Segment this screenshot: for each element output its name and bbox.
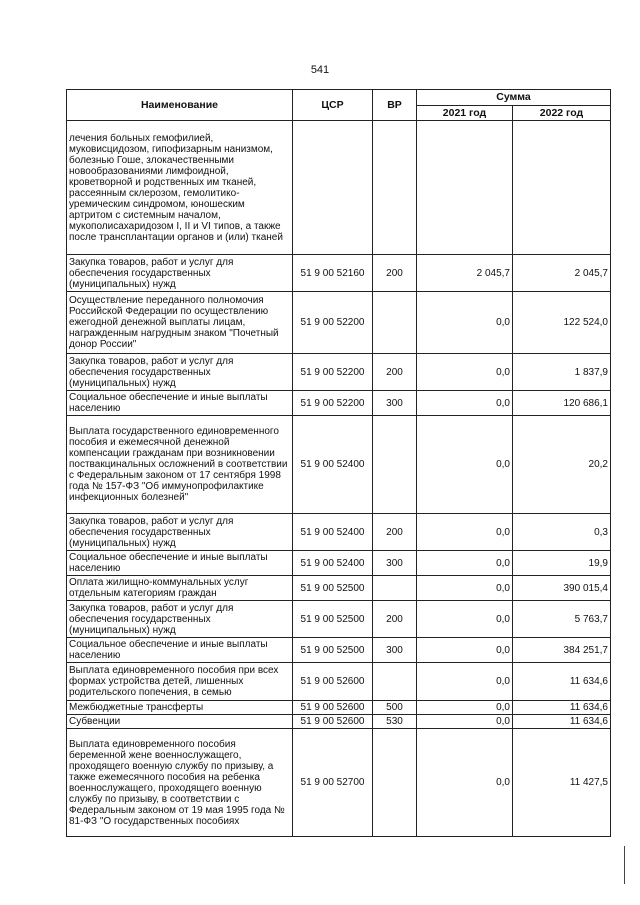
row-csr: 51 9 00 52500 (293, 601, 373, 638)
row-csr: 51 9 00 52400 (293, 416, 373, 514)
row-csr: 51 9 00 52600 (293, 701, 373, 715)
row-csr (293, 121, 373, 255)
row-2021: 0,0 (417, 576, 513, 601)
row-vr: 500 (373, 701, 417, 715)
table-row (67, 638, 611, 663)
table-row (67, 354, 611, 391)
row-2022: 384 251,7 (513, 638, 611, 663)
page-edge-line (624, 846, 625, 884)
row-2022: 20,2 (513, 416, 611, 514)
table-row (67, 416, 611, 514)
row-vr: 530 (373, 715, 417, 729)
row-name: Оплата жилищно-коммунальных услуг отдельным категориям граждан (67, 576, 293, 601)
header-csr: ЦСР (293, 90, 373, 121)
row-csr: 51 9 00 52200 (293, 391, 373, 416)
row-csr: 51 9 00 52160 (293, 255, 373, 292)
page-number: 541 (310, 64, 330, 76)
row-vr: 200 (373, 514, 417, 551)
table-row (67, 663, 611, 701)
row-2022: 5 763,7 (513, 601, 611, 638)
row-2022: 390 015,4 (513, 576, 611, 601)
row-2022 (513, 121, 611, 255)
row-name: Выплата единовременного пособия при всех формах устройства детей, лишенных родительского попечения, в семью (67, 663, 293, 701)
row-vr (373, 663, 417, 701)
row-vr: 200 (373, 354, 417, 391)
row-name: Закупка товаров, работ и услуг для обеспечения государственных (муниципальных) нужд (67, 255, 293, 292)
row-2021: 0,0 (417, 715, 513, 729)
row-csr: 51 9 00 52400 (293, 514, 373, 551)
row-csr: 51 9 00 52500 (293, 638, 373, 663)
row-2022: 11 427,5 (513, 729, 611, 837)
row-2022: 11 634,6 (513, 715, 611, 729)
row-2021: 0,0 (417, 416, 513, 514)
row-2021: 0,0 (417, 292, 513, 354)
header-vr: ВР (373, 90, 417, 121)
row-name: Закупка товаров, работ и услуг для обеспечения государственных (муниципальных) нужд (67, 514, 293, 551)
row-2022: 120 686,1 (513, 391, 611, 416)
row-name: Закупка товаров, работ и услуг для обеспечения государственных (муниципальных) нужд (67, 354, 293, 391)
table-row (67, 255, 611, 292)
row-csr: 51 9 00 52400 (293, 551, 373, 576)
row-name: Осуществление переданного полномочия Российской Федерации по осуществлению ежегодной денежной выплаты лицам, награжденным нагрудным знаком "Почетный донор России" (67, 292, 293, 354)
row-2021: 0,0 (417, 663, 513, 701)
row-2022: 19,9 (513, 551, 611, 576)
row-name: лечения больных гемофилией, муковисцидозом, гипофизарным нанизмом, болезнью Гоше, злокачественными новообразованиями лимфоидной, кроветворной и родственных им тканей, рассеянным склерозом, гемолитико-уремическим синдромом, юношеским артритом с системным началом, мукополисахаридозом I, II и VI типов, а также после трансплантации органов и (или) тканей (67, 121, 293, 255)
table-row (67, 715, 611, 729)
header-year-2021: 2021 год (417, 106, 513, 121)
row-vr: 300 (373, 391, 417, 416)
row-name: Выплата единовременного пособия беременной жене военнослужащего, проходящего военную службу по призыву, а также ежемесячного пособия на ребенка военнослужащего, проходящего военную службу по призыву, в соответствии с Федеральным законом от 19 мая 1995 года № 81-ФЗ "О государственных пособиях (67, 729, 293, 837)
row-2021: 0,0 (417, 601, 513, 638)
row-2022: 2 045,7 (513, 255, 611, 292)
row-vr (373, 292, 417, 354)
table-row (67, 391, 611, 416)
row-2021: 0,0 (417, 701, 513, 715)
row-csr: 51 9 00 52500 (293, 576, 373, 601)
row-vr: 200 (373, 601, 417, 638)
row-csr: 51 9 00 52600 (293, 715, 373, 729)
table-row (67, 514, 611, 551)
row-vr: 300 (373, 638, 417, 663)
row-2022: 0,3 (513, 514, 611, 551)
row-2021: 2 045,7 (417, 255, 513, 292)
row-2022: 11 634,6 (513, 701, 611, 715)
row-vr (373, 729, 417, 837)
row-name: Закупка товаров, работ и услуг для обеспечения государственных (муниципальных) нужд (67, 601, 293, 638)
table-row (67, 121, 611, 255)
row-vr: 200 (373, 255, 417, 292)
table-row (67, 292, 611, 354)
table-row (67, 601, 611, 638)
table-row (67, 701, 611, 715)
row-vr (373, 416, 417, 514)
row-2021: 0,0 (417, 514, 513, 551)
table-row (67, 576, 611, 601)
row-name: Межбюджетные трансферты (67, 701, 293, 715)
budget-table (66, 89, 611, 837)
row-csr: 51 9 00 52200 (293, 354, 373, 391)
row-name: Социальное обеспечение и иные выплаты населению (67, 551, 293, 576)
row-2021: 0,0 (417, 729, 513, 837)
row-2021 (417, 121, 513, 255)
row-2022: 1 837,9 (513, 354, 611, 391)
header-sum: Сумма (417, 90, 611, 106)
row-vr (373, 121, 417, 255)
row-2022: 122 524,0 (513, 292, 611, 354)
row-csr: 51 9 00 52700 (293, 729, 373, 837)
row-vr (373, 576, 417, 601)
header-year-2022: 2022 год (513, 106, 611, 121)
row-2021: 0,0 (417, 638, 513, 663)
row-2022: 11 634,6 (513, 663, 611, 701)
row-2021: 0,0 (417, 551, 513, 576)
table-row (67, 551, 611, 576)
row-2021: 0,0 (417, 391, 513, 416)
row-name: Социальное обеспечение и иные выплаты населению (67, 391, 293, 416)
table-row (67, 729, 611, 837)
row-name: Социальное обеспечение и иные выплаты населению (67, 638, 293, 663)
row-csr: 51 9 00 52600 (293, 663, 373, 701)
row-csr: 51 9 00 52200 (293, 292, 373, 354)
row-vr: 300 (373, 551, 417, 576)
header-name: Наименование (67, 90, 293, 121)
row-name: Выплата государственного единовременного пособия и ежемесячной денежной компенсации гражданам при возникновении поствакцинальных осложнений в соответствии с Федеральным законом от 17 сентября 1998 года № 157-ФЗ "Об иммунопрофилактике инфекционных болезней" (67, 416, 293, 514)
row-2021: 0,0 (417, 354, 513, 391)
row-name: Субвенции (67, 715, 293, 729)
